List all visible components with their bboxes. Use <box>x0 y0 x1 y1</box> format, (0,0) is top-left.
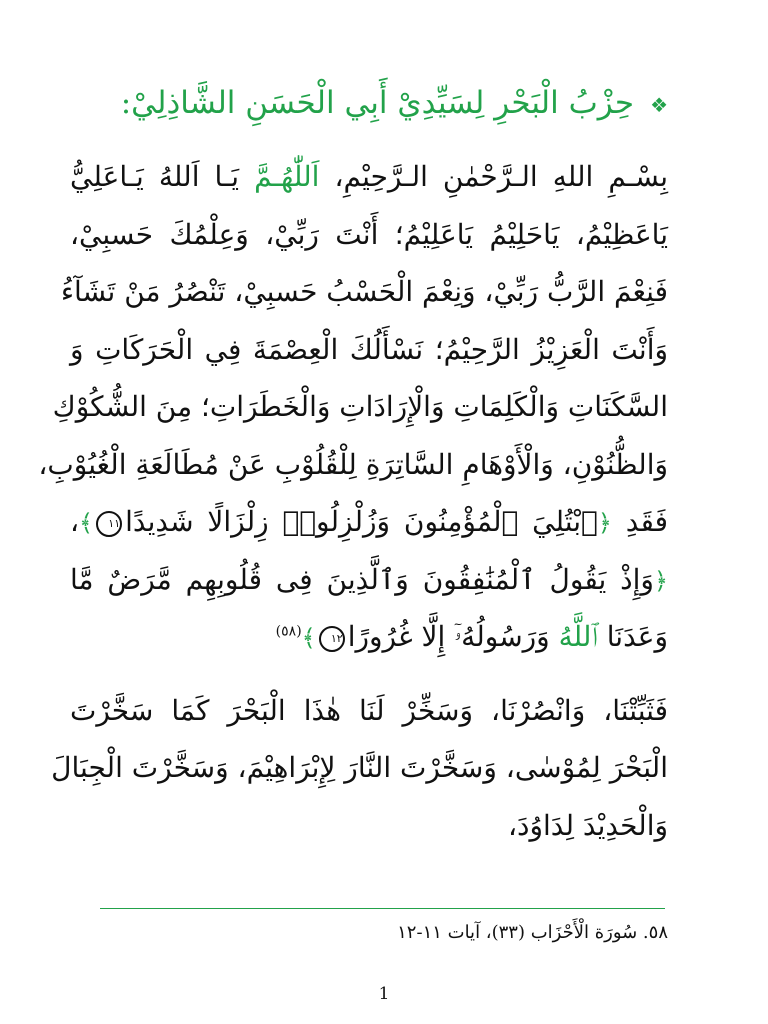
diamond-bullet-icon: ❖ <box>650 92 668 117</box>
text-line: الْبَحْرَ لِمُوْسٰى، وَسَخَّرْتَ النَّارَ لِإِبْرَاهِيْمَ، وَسَخَّرْتَ الْجِبَالَ <box>51 751 668 784</box>
text-segment: يَـا اَللهُ يَـاعَلِيُّ <box>70 160 240 193</box>
prayer-text <box>38 148 668 854</box>
footnote-reference[interactable]: (٥٨) <box>275 623 302 640</box>
quran-verse: ٱبْتُلِيَ ٱلْمُؤْمِنُونَ وَزُلْزِلُوا۟ زِلْزَالًا شَدِيدًا <box>125 505 598 538</box>
paragraph <box>51 682 668 855</box>
allahumma-highlight: اَللّٰهُـمَّ <box>254 160 320 193</box>
footnote-divider <box>100 908 665 909</box>
text-line: السَّكَنَاتِ وَالْكَلِمَاتِ وَالْإِرَادَاتِ وَالْخَطَرَاتِ؛ مِنَ الشُّكُوْكِ <box>52 390 668 423</box>
quran-verse: وَعَدَنَا <box>606 620 668 653</box>
text-line <box>70 148 668 206</box>
page-number: 1 <box>378 984 390 1004</box>
quran-verse: وَإِذْ يَقُولُ ٱلْمُنَٰفِقُونَ وَٱلَّذِينَ فِى قُلُوبِهِم مَّرَضٌ مَّا <box>70 562 654 596</box>
text-line: فَثَبِّتْنَا، وَانْصُرْنَا، وَسَخِّرْ لَنَا هٰذَا الْبَحْرَ كَمَا سَخَّرْتَ <box>70 693 668 727</box>
ayah-number-marker: ١١ <box>96 511 122 537</box>
heading-title: حِزْبُ الْبَحْرِ لِسَيِّدِيْ أَبِي الْحَسَنِ الشَّاذِلِيْ: <box>120 85 635 121</box>
ayah-number-marker: ١٢ <box>319 626 345 652</box>
quran-verse: وَرَسُولُهُۥٓ إِلَّا غُرُورًا <box>347 620 550 653</box>
basmala: بِسْـمِ اللهِ الـرَّحْمٰنِ الـرَّحِيْمِ، <box>334 160 668 193</box>
text-line <box>70 608 668 666</box>
text-segment: فَقَدِ <box>625 505 668 538</box>
text-line: وَالْحَدِيْدَ لِدَاوُدَ، <box>507 808 668 842</box>
section-heading <box>110 78 668 130</box>
quran-close-bracket: ﴾ <box>301 624 316 652</box>
text-line <box>70 551 668 609</box>
quran-close-bracket: ﴾ <box>79 509 94 537</box>
quran-open-bracket: ﴿ <box>597 509 612 537</box>
text-line: وَأَنْتَ الْعَزِيْزُ الرَّحِيْمُ؛ نَسْأَلُكَ الْعِصْمَةَ فِي الْحَرَكَاتِ وَ <box>70 332 668 366</box>
allah-highlight: ٱللَّهُ <box>558 620 598 653</box>
quran-open-bracket: ﴿ <box>653 566 668 595</box>
footnote: ٥٨. سُورَة الْأَحْزَاب (٣٣)، آيات ١١-١٢ <box>397 922 668 943</box>
text-line: يَاعَظِيْمُ، يَاحَلِيْمُ يَاعَلِيْمُ؛ أَنْتَ رَبِّيْ، وَعِلْمُكَ حَسبِيْ، <box>70 217 668 251</box>
text-line: وَالظُّنُوْنِ، وَالْأَوْهَامِ السَّاتِرَةِ لِلْقُلُوْبِ عَنْ مُطَالَعَةِ الْغُيُوْبِ، <box>38 447 668 481</box>
punctuation: ، <box>70 505 80 538</box>
text-line <box>70 493 668 551</box>
text-line: فَنِعْمَ الرَّبُّ رَبِّيْ، وَنِعْمَ الْحَسْبُ حَسبِيْ، تَنْصُرُ مَنْ تَشَآءُ <box>60 275 668 308</box>
